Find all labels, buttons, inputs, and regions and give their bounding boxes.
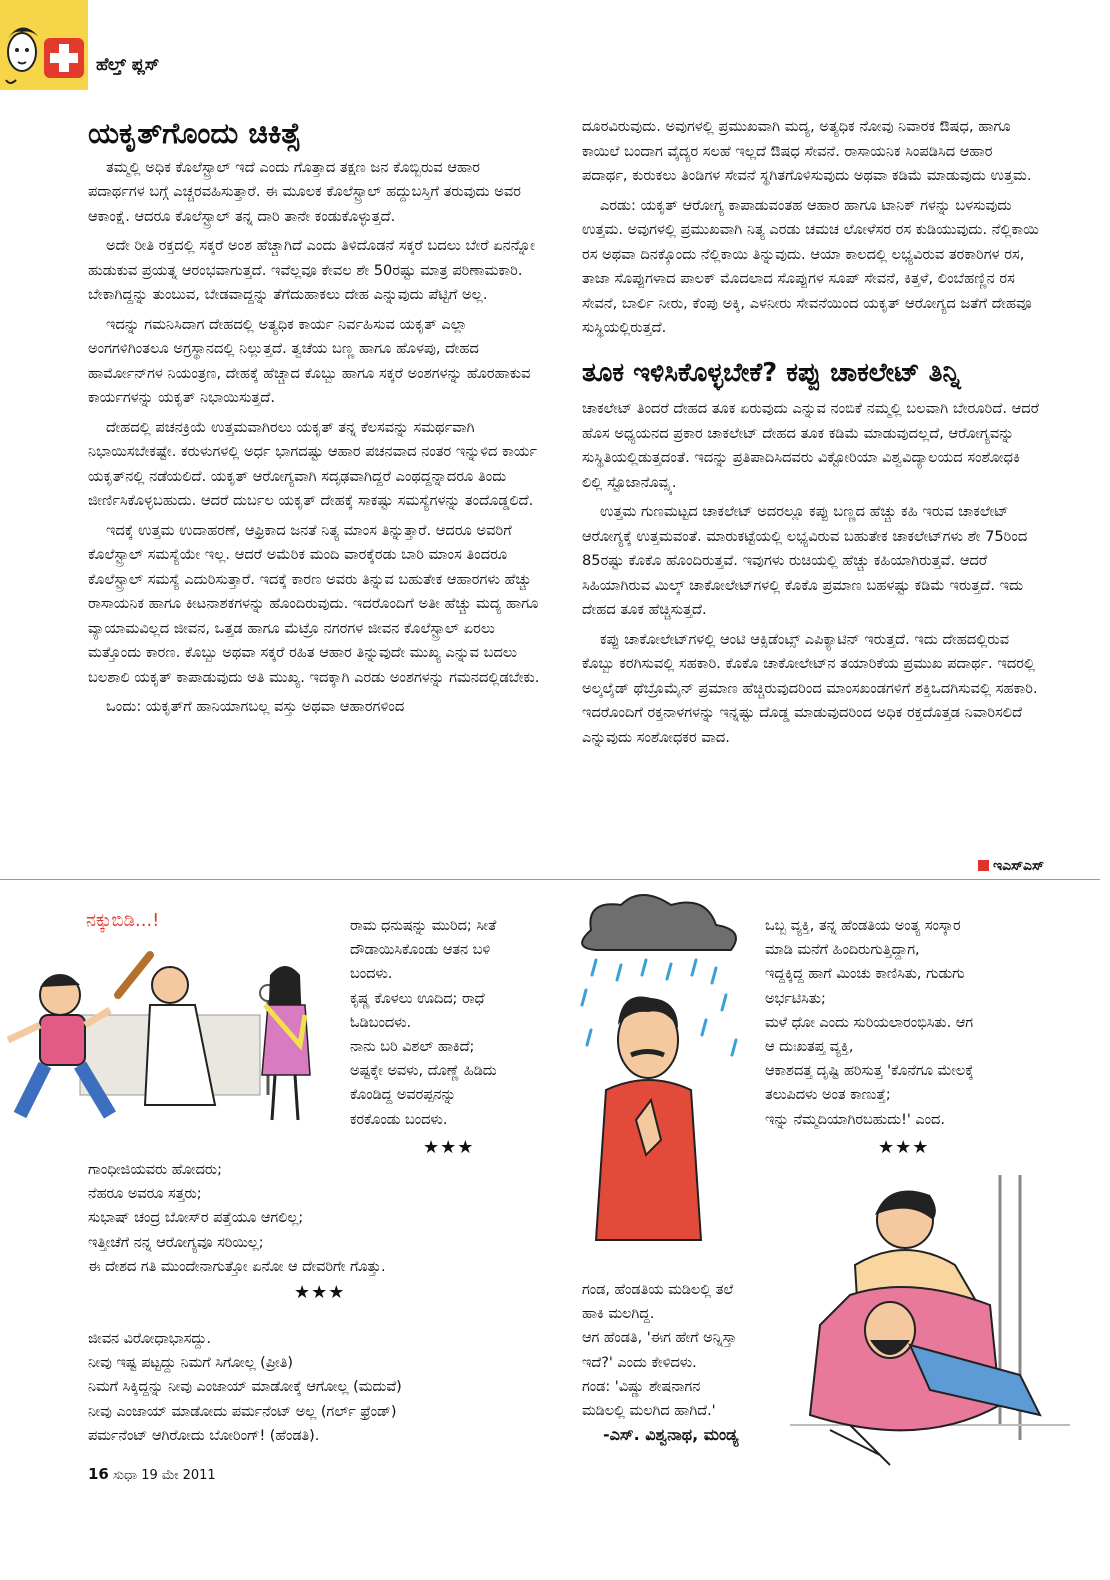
cartoon-father-chasing-illustration	[0, 945, 335, 1135]
joke-line: ಗಂಡ, ಹೆಂಡತಿಯ ಮಡಿಲಲ್ಲಿ ತಲೆ	[582, 1282, 734, 1298]
joke-line: ಇದೆ?' ಎಂದು ಕೇಳಿದಳು.	[582, 1354, 697, 1371]
joke-line: ಮಾಡಿ ಮನೆಗೆ ಹಿಂದಿರುಗುತ್ತಿದ್ದಾಗ,	[765, 942, 920, 959]
byline	[978, 858, 1044, 874]
paragraph: ಕಪ್ಪು ಚಾಕೋಲೇಟ್‌ಗಳಲ್ಲಿ ಆಂಟಿ ಆಕ್ಸಿಡೆಂಟ್ಸ್ ಎಪಿಕ್ಯಾಟಿನ್ ಇರುತ್ತದೆ. ಇದು ದೇಹದಲ್ಲಿರುವ ಕೊಬ್ಬು ಕರಗಿಸುವಲ್ಲಿ ಸಹಕಾರಿ. ಕೊಕೊ ಚಾಕೋಲೇಟ್‌ನ ತಯಾರಿಕೆಯ ಪ್ರಮುಖ ಪದಾರ್ಥ. ಇದರಲ್ಲಿ ಅಲ್ಕಲೈಡ್ ಥೆಬ್ರೊಮೈನ್ ಪ್ರಮಾಣ ಹೆಚ್ಚಿರುವುದರಿಂದ ಮಾಂಸಖಂಡಗಳಿಗೆ ಶಕ್ತಿಒದಗಿಸುವಲ್ಲಿ ಸಹಕಾರಿ. ಇದರೊಂದಿಗೆ ರಕ್ತನಾಳಗಳನ್ನು ಇನ್ನಷ್ಟು ದೊಡ್ಡ ಮಾಡುವುದರಿಂದ ಅಧಿಕ ರಕ್ತದೊತ್ತಡ ನಿವಾರಿಸಲಿದೆ ಎನ್ನುವುದು ಸಂಶೋಧಕರ ವಾದ.	[582, 630, 1038, 746]
joke-line: ತಲುಪಿದಳು ಅಂತ ಕಾಣುತ್ತೆ;	[765, 1087, 891, 1104]
paragraph: ದೇಹದಲ್ಲಿ ಪಚನಕ್ರಿಯೆ ಉತ್ತಮವಾಗಿರಲು ಯಕೃತ್ ತನ್ನ ಕೆಲಸವನ್ನು ಸಮರ್ಥವಾಗಿ ನಿಭಾಯಿಸಬೇಕಷ್ಟೇ. ಕರುಳುಗಳಲ್ಲಿ ಅರ್ಧ ಭಾಗದಷ್ಟು ಆಹಾರ ಪಚನವಾದ ನಂತರ ಇನ್ನುಳಿದ ಕಾರ್ಯ ಯಕೃತ್‌ನಲ್ಲಿ ನಡೆಯಲಿದೆ. ಯಕೃತ್ ಆರೋಗ್ಯವಾಗಿ ಸದೃಢವಾಗಿದ್ದರೆ ಎಂಥದ್ದನ್ನಾದರೂ ತಿಂದು ಜೀರ್ಣಿಸಿಕೊಳ್ಳಬಹುದು. ಆದರೆ ದುರ್ಬಲ ಯಕೃತ್ ದೇಹಕ್ಕೆ ಸಾಕಷ್ಟು ಸಮಸ್ಯೆಗಳನ್ನು ತಂದೊಡ್ಡಲಿದೆ.	[88, 418, 538, 510]
stars-separator: ★★★	[878, 1137, 930, 1158]
article-title: ತೂಕ ಇಳಿಸಿಕೊಳ್ಳಬೇಕೆ? ಕಪ್ಪು ಚಾಕಲೇಟ್ ತಿನ್ನಿ	[582, 357, 961, 388]
joke-line: ಅಷ್ಟಕ್ಕೇ ಅವಳು, ದೊಣ್ಣೆ ಹಿಡಿದು	[350, 1063, 497, 1080]
paragraph: ಎರಡು: ಯಕೃತ್ ಆರೋಗ್ಯ ಕಾಪಾಡುವಂತಹ ಆಹಾರ ಹಾಗೂ ಟಾನಿಕ್ ಗಳನ್ನು ಬಳಸುವುದು ಉತ್ತಮ. ಅವುಗಳಲ್ಲಿ ಪ್ರಮುಖವಾಗಿ ನಿತ್ಯ ಎರಡು ಚಮಚ ಲೋಳೆಸರ ರಸ ಕುಡಿಯುವುದು. ನೆಲ್ಲಿಕಾಯಿ ರಸ ಅಥವಾ ದಿನಕ್ಕೊಂದು ನೆಲ್ಲಿಕಾಯಿ ತಿನ್ನುವುದು. ಆಯಾ ಕಾಲದಲ್ಲಿ ಲಭ್ಯವಿರುವ ತರಕಾರಿಗಳ ರಸ, ತಾಜಾ ಸೊಪ್ಪುಗಳಾದ ಪಾಲಕ್ ಮೊದಲಾದ ಸೊಪ್ಪುಗಳ ಸೂಪ್ ಸೇವನೆ, ಕಿತ್ತಳೆ, ಲಿಂಬೆಹಣ್ಣಿನ ರಸ ಸೇವನೆ, ಬಾರ್ಲಿ ನೀರು, ಕೆಂಪು ಅಕ್ಕಿ, ಎಳನೀರು ಸೇವನೆಯಿಂದ ಯಕೃತ್ ಆರೋಗ್ಯದ ಜತೆಗೆ ದೇಹವೂ ಸುಸ್ಥಿಯಲ್ಲಿರುತ್ತದೆ.	[582, 196, 1039, 336]
stars-separator: ★★★	[423, 1137, 475, 1158]
stars-separator: ★★★	[294, 1282, 346, 1303]
joke-line: ಇತ್ತೀಚೆಗೆ ನನ್ನ ಆರೋಗ್ಯವೂ ಸರಿಯಿಲ್ಲ;	[88, 1234, 264, 1251]
paragraph: ಅದೇ ರೀತಿ ರಕ್ತದಲ್ಲಿ ಸಕ್ಕರೆ ಅಂಶ ಹೆಚ್ಚಾಗಿದೆ ಎಂದು ತಿಳಿದೊಡನೆ ಸಕ್ಕರೆ ಬದಲು ಬೇರೆ ಏನನ್ನೋ ಹುಡುಕುವ ಪ್ರಯತ್ನ ಆರಂಭವಾಗುತ್ತದೆ. ಇವೆಲ್ಲವೂ ಕೇವಲ ಶೇ 50ರಷ್ಟು ಮಾತ್ರ ಪರಿಣಾಮಕಾರಿ. ಬೇಕಾಗಿದ್ದನ್ನು ತುಂಬುವ, ಬೇಡವಾದ್ದನ್ನು ತೆಗೆದುಹಾಕಲು ದೇಹ ಎನ್ನುವುದು ಪೆಟ್ಟಿಗೆ ಅಲ್ಲ.	[88, 237, 535, 304]
joke-block	[765, 914, 1065, 1132]
joke-credit: -ಎಸ್. ವಿಶ್ವನಾಥ, ಮಂಡ್ಯ	[603, 1425, 739, 1444]
section-label: ಹೆಲ್ತ್ ಪ್ಲಸ್	[96, 55, 160, 75]
byline-text: ಇಎಸ್‌ಎಸ್	[992, 858, 1044, 874]
joke-line: ಕೊಂಡಿದ್ದ ಅವರಪ್ಪನನ್ನು	[350, 1087, 457, 1104]
joke-line: ಜೀವನ ವಿರೋಧಾಭಾಸದ್ದು.	[88, 1331, 212, 1347]
joke-line: ರಾಮ ಧನುಷನ್ನು ಮುರಿದ; ಸೀತೆ	[350, 918, 497, 934]
joke-line: ಪರ್ಮನೆಂಟ್ ಆಗಿರೋದು ಬೋರಿಂಗ್! (ಹೆಂಡತಿ).	[88, 1427, 320, 1444]
joke-line: ಸುಭಾಷ್ ಚಂದ್ರ ಬೋಸ್‌ರ ಪತ್ತೆಯೂ ಆಗಲಿಲ್ಲ;	[88, 1210, 304, 1227]
joke-line: ಆ ದುಃಖತಪ್ತ ವ್ಯಕ್ತಿ,	[765, 1039, 854, 1056]
joke-line: ನೀವು ಇಷ್ಟ ಪಟ್ಟದ್ದು ನಿಮಗೆ ಸಿಗೋಲ್ಲ (ಪ್ರೀತಿ)	[88, 1355, 294, 1372]
joke-line: ಆಗ ಹೆಂಡತಿ, 'ಈಗ ಹೇಗೆ ಅನ್ನಿಸ್ತಾ	[582, 1330, 737, 1347]
joke-line: ನಾನು ಬರಿ ವಿಶಲ್ ಹಾಕಿದೆ;	[350, 1039, 475, 1056]
paragraph: ಒಂದು: ಯಕೃತ್‌ಗೆ ಹಾನಿಯಾಗಬಲ್ಲ ವಸ್ತು ಅಥವಾ ಆಹಾರಗಳಿಂದ	[106, 698, 405, 716]
joke-line: ಗಂಡ: 'ವಿಷ್ಣು ಶೇಷನಾಗನ	[582, 1378, 701, 1395]
joke-block	[582, 1278, 802, 1423]
jokes-heading: ನಕ್ಕುಬಿಡಿ...!	[86, 910, 160, 931]
article-liver-column	[88, 118, 540, 725]
joke-line: ಕರಕೊಂಡು ಬಂದಳು.	[350, 1111, 448, 1128]
joke-line: ಇದ್ದಕ್ಕಿದ್ದ ಹಾಗೆ ಮಿಂಚು ಕಾಣಿಸಿತು, ಗುಡುಗು	[765, 966, 965, 983]
joke-line: ಮಳೆ ಧೋ ಎಂದು ಸುರಿಯಲಾರಂಭಿಸಿತು. ಆಗ	[765, 1014, 974, 1031]
paragraph: ಇದಕ್ಕೆ ಉತ್ತಮ ಉದಾಹರಣೆ, ಆಫ್ರಿಕಾದ ಜನತೆ ನಿತ್ಯ ಮಾಂಸ ತಿನ್ನುತ್ತಾರೆ. ಆದರೂ ಅವರಿಗೆ ಕೊಲೆಸ್ಟ್ರಾಲ್ ಸಮಸ್ಯೆಯೇ ಇಲ್ಲ. ಆದರೆ ಅಮೆರಿಕ ಮಂದಿ ವಾರಕ್ಕೆರಡು ಬಾರಿ ಮಾಂಸ ತಿಂದರೂ ಕೊಲೆಸ್ಟ್ರಾಲ್ ಸಮಸ್ಯೆ ಎದುರಿಸುತ್ತಾರೆ. ಇದಕ್ಕೆ ಕಾರಣ ಅವರು ತಿನ್ನುವ ಬಹುತೇಕ ಆಹಾರಗಳು ಹೆಚ್ಚು ರಾಸಾಯನಿಕ ಹಾಗೂ ಕೀಟನಾಶಕಗಳನ್ನು ಹೊಂದಿರುವುದು. ಇದರೊಂದಿಗೆ ಅತೀ ಹೆಚ್ಚು ಮದ್ಯ ಹಾಗೂ ವ್ಯಾಯಾಮವಿಲ್ಲದ ಜೀವನ, ಒತ್ತಡ ಹಾಗೂ ಮೆಟ್ರೊ ನಗರಗಳ ಜೀವನ ಕೊಲೆಸ್ಟ್ರಾಲ್ ಏರಲು ಮತ್ತೊಂದು ಕಾರಣ. ಕೊಬ್ಬು ಅಥವಾ ಸಕ್ಕರೆ ರಹಿತ ಆಹಾರ ತಿನ್ನುವುದೇ ಮುಖ್ಯ ಎನ್ನುವ ಬದಲು ಬಲಶಾಲಿ ಯಕೃತ್ ಕಾಪಾಡುವುದು ಅತಿ ಮುಖ್ಯ. ಇದಕ್ಕಾಗಿ ಎರಡು ಅಂಶಗಳನ್ನು ಗಮನದಲ್ಲಿಡಬೇಕು.	[88, 521, 540, 686]
joke-line: ಆಕಾಶದತ್ತ ದೃಷ್ಟಿ ಹರಿಸುತ್ತ 'ಕೊನೆಗೂ ಮೇಲಕ್ಕೆ	[765, 1063, 974, 1080]
article-continuation-column	[582, 115, 1042, 755]
joke-line: ನಿಮಗೆ ಸಿಕ್ಕಿದ್ದನ್ನು ನೀವು ಎಂಜಾಯ್ ಮಾಡೋಕ್ಕೆ ಆಗೋಲ್ಲ (ಮದುವೆ)	[88, 1379, 402, 1396]
joke-block	[88, 1158, 568, 1279]
paragraph: ದೂರವಿರುವುದು. ಅವುಗಳಲ್ಲಿ ಪ್ರಮುಖವಾಗಿ ಮದ್ಯ, ಅತ್ಯಧಿಕ ನೋವು ನಿವಾರಕ ಔಷಧ, ಹಾಗೂ ಕಾಯಿಲೆ ಬಂದಾಗ ವೈದ್ಯರ ಸಲಹೆ ಇಲ್ಲದೆ ಔಷಧ ಸೇವನೆ. ರಾಸಾಯನಿಕ ಸಿಂಪಡಿಸಿದ ಆಹಾರ ಪದಾರ್ಥ, ಕುರುಕಲು ತಿಂಡಿಗಳ ಸೇವನೆ ಸ್ಥಗಿತಗೊಳಿಸುವುದು ಅಥವಾ ಕಡಿಮೆ ಮಾಡುವುದು ಉತ್ತಮ.	[582, 118, 1032, 184]
joke-block	[350, 914, 560, 1132]
joke-line: ಈ ದೇಶದ ಗತಿ ಮುಂದೇನಾಗುತ್ತೋ ಏನೋ ಆ ದೇವರಿಗೇ ಗೊತ್ತು.	[88, 1258, 386, 1275]
joke-line: ಗಾಂಧೀಜಿಯವರು ಹೋದರು;	[88, 1162, 222, 1178]
joke-line: ನೆಹರೂ ಅವರೂ ಸತ್ತರು;	[88, 1186, 202, 1203]
doctor-cross-icon	[0, 0, 88, 90]
paragraph: ಚಾಕಲೇಟ್ ತಿಂದರೆ ದೇಹದ ತೂಕ ಏರುವುದು ಎನ್ನುವ ನಂಬಿಕೆ ನಮ್ಮಲ್ಲಿ ಬಲವಾಗಿ ಬೇರೂರಿದೆ. ಆದರೆ ಹೊಸ ಅಧ್ಯಯನದ ಪ್ರಕಾರ ಚಾಕಲೇಟ್ ದೇಹದ ತೂಕ ಕಡಿಮೆ ಮಾಡುವುದಲ್ಲದೆ, ಆರೋಗ್ಯವನ್ನು ಸುಸ್ಥಿತಿಯಲ್ಲಿಡುತ್ತದಂತೆ. ಇದನ್ನು ಪ್ರತಿಪಾದಿಸಿದವರು ವಿಕ್ಟೋರಿಯಾ ವಿಶ್ವವಿದ್ಯಾಲಯದ ಸಂಶೋಧಕಿ ಲಿಲ್ಲಿ ಸ್ಟೊಜಾನೊವ್ಸ್ಕ.	[582, 400, 1039, 491]
section-divider	[0, 879, 1100, 880]
section-logo	[0, 0, 88, 90]
joke-line: ಕೃಷ್ಣ ಕೊಳಲು ಊದಿದ; ರಾಧೆ	[350, 990, 485, 1007]
joke-line: ಅರ್ಭಟಿಸಿತು;	[765, 990, 826, 1007]
joke-line: ಒಬ್ಬ ವ್ಯಕ್ತಿ, ತನ್ನ ಹೆಂಡತಿಯ ಅಂತ್ಯ ಸಂಸ್ಕಾರ	[765, 918, 961, 934]
joke-block	[88, 1327, 568, 1448]
paragraph: ಉತ್ತಮ ಗುಣಮಟ್ಟದ ಚಾಕಲೇಟ್ ಅದರಲ್ಲೂ ಕಪ್ಪು ಬಣ್ಣದ ಹೆಚ್ಚು ಕಹಿ ಇರುವ ಚಾಕಲೇಟ್ ಆರೋಗ್ಯಕ್ಕೆ ಉತ್ತಮವಂತೆ. ಮಾರುಕಟ್ಟೆಯಲ್ಲಿ ಲಭ್ಯವಿರುವ ಬಹುತೇಕ ಚಾಕಲೇಟ್‌ಗಳು ಶೇ 75ರಿಂದ 85ರಷ್ಟು ಕೊಕೊ ಹೊಂದಿರುತ್ತವೆ. ಇವುಗಳು ರುಚಿಯಲ್ಲಿ ಹೆಚ್ಚು ಕಹಿಯಾಗಿರುತ್ತವೆ. ಆದರೆ ಸಿಹಿಯಾಗಿರುವ ಮಿಲ್ಕ್ ಚಾಕೋಲೇಟ್‌ಗಳಲ್ಲಿ ಕೊಕೊ ಪ್ರಮಾಣ ಬಹಳಷ್ಟು ಕಡಿಮೆ ಇರುತ್ತದೆ. ಇದು ದೇಹದ ತೂಕ ಹೆಚ್ಚಿಸುತ್ತದೆ.	[582, 503, 1028, 619]
joke-line: ಇನ್ನು ನೆಮ್ಮದಿಯಾಗಿರಬಹುದು!' ಎಂದ.	[765, 1111, 945, 1128]
joke-line: ಮಡಿಲಲ್ಲಿ ಮಲಗಿದ ಹಾಗಿದೆ.'	[582, 1403, 716, 1420]
page-footer	[88, 1465, 216, 1483]
cartoon-couple-illustration	[790, 1175, 1070, 1485]
paragraph: ಇದನ್ನು ಗಮನಿಸಿದಾಗ ದೇಹದಲ್ಲಿ ಅತ್ಯಧಿಕ ಕಾರ್ಯ ನಿರ್ವಹಿಸುವ ಯಕೃತ್ ಎಲ್ಲಾ ಅಂಗಗಳಿಗಿಂತಲೂ ಅಗ್ರಸ್ಥಾನದಲ್ಲಿ ನಿಲ್ಲುತ್ತದೆ. ತ್ವಚೆಯ ಬಣ್ಣ ಹಾಗೂ ಹೊಳಪು, ದೇಹದ ಹಾರ್ಮೋನ್‌ಗಳ ನಿಯಂತ್ರಣ, ದೇಹಕ್ಕೆ ಹೆಚ್ಚಾದ ಕೊಬ್ಬು ಹಾಗೂ ಸಕ್ಕರೆ ಅಂಶಗಳನ್ನು ಹೊರಹಾಕುವ ಕಾರ್ಯಗಳನ್ನು ಯಕೃತ್ ನಿಭಾಯಿಸುತ್ತದೆ.	[88, 315, 531, 407]
page-number: 16	[88, 1465, 109, 1483]
article-title: ಯಕೃತ್‌ಗೊಂದು ಚಿಕಿತ್ಸೆ	[88, 116, 301, 150]
joke-line: ನೀವು ಎಂಜಾಯ್ ಮಾಡೋದು ಪರ್ಮನೆಂಟ್ ಅಲ್ಲ (ಗರ್ಲ್ ಫ್ರೆಂಡ್)	[88, 1403, 397, 1420]
joke-line: ದೌಡಾಯಿಸಿಕೊಂಡು ಆತನ ಬಳಿ	[350, 942, 491, 959]
joke-line: ಹಾಕಿ ಮಲಗಿದ್ದ.	[582, 1306, 655, 1323]
square-icon	[978, 860, 989, 871]
joke-line: ಬಂದಳು.	[350, 966, 393, 983]
magazine-name: ಸುಧಾ	[113, 1468, 138, 1483]
joke-line: ಓಡಿಬಂದಳು.	[350, 1014, 412, 1031]
cartoon-rain-man-illustration	[566, 890, 756, 1265]
issue-date: 19 ಮೇ 2011	[141, 1468, 216, 1483]
paragraph: ತಮ್ಮಲ್ಲಿ ಅಧಿಕ ಕೊಲೆಸ್ಟ್ರಾಲ್ ಇದೆ ಎಂದು ಗೊತ್ತಾದ ತಕ್ಷಣ ಜನ ಕೊಬ್ಬಿರುವ ಆಹಾರ ಪದಾರ್ಥಗಳ ಬಗ್ಗೆ ಎಚ್ಚರವಹಿಸುತ್ತಾರೆ. ಈ ಮೂಲಕ ಕೊಲೆಸ್ಟ್ರಾಲ್ ಹದ್ದುಬಸ್ತಿಗೆ ತರುವುದು ಅವರ ಆಕಾಂಕ್ಷೆ. ಆದರೂ ಕೊಲೆಸ್ಟ್ರಾಲ್ ತನ್ನ ದಾರಿ ತಾನೇ ಕಂಡುಕೊಳ್ಳುತ್ತದೆ.	[88, 158, 521, 225]
